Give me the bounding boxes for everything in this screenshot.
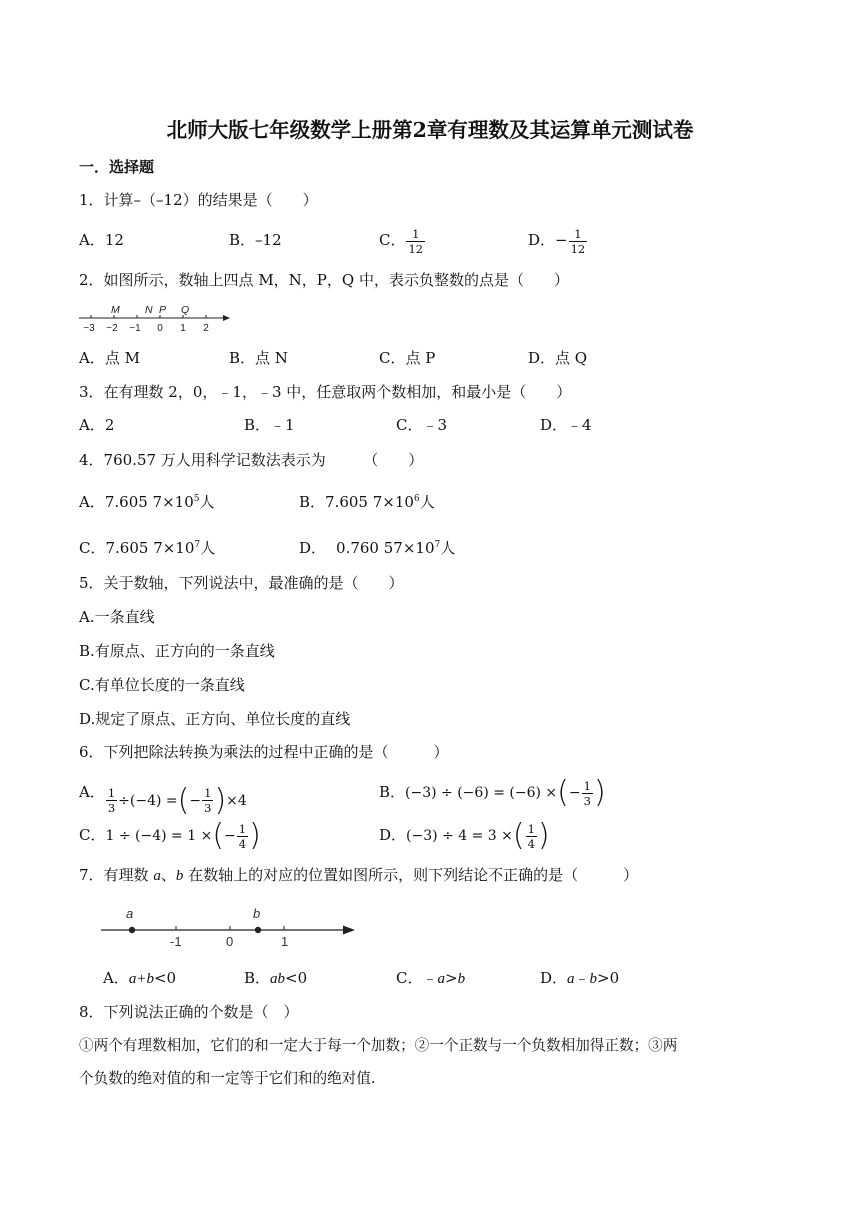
q4-b-exponent: 6 <box>413 494 420 504</box>
q7-number-line <box>95 898 360 950</box>
q7-d-a: a <box>567 971 575 987</box>
q8-statement-line-1: ①两个有理数相加，它们的和一定大于每一个加数；②一个正数与一个负数相加得正数；③两 <box>79 1037 678 1054</box>
q4-a-exponent: 5 <box>193 494 200 504</box>
q7-label-a: a <box>126 906 134 921</box>
question-1-stem: 1．计算–（–12）的结果是（ ） <box>79 191 318 209</box>
q6-c-part-1: 1 ÷ (−4) = 1 × <box>105 828 213 844</box>
question-3-stem: 3．在有理数 2，0，﹣1，﹣3 中，任意取两个数相加，和最小是（ ） <box>79 383 572 401</box>
q4-d-label: D． <box>299 539 327 557</box>
q6-d-frac-den: 4 <box>527 836 535 851</box>
q2-number-line <box>75 300 235 336</box>
q1-d-numerator: 1 <box>574 226 582 241</box>
q4-a-base: 7.605 7×10 <box>104 493 194 511</box>
q4-b-base: 7.605 7×10 <box>325 493 414 511</box>
q6-c-frac-num: 1 <box>238 821 247 836</box>
q2-tick-label: −1 <box>129 323 141 334</box>
q7-b-expr: ab <box>270 971 286 987</box>
q6-d-frac <box>526 822 537 851</box>
q2-tick-label: −2 <box>106 323 118 334</box>
question-5-stem: 5．关于数轴，下列说法中，最准确的是（ ） <box>79 574 404 592</box>
q4-b-label: B． <box>299 493 326 511</box>
q6-a-left-paren: ( <box>177 782 190 818</box>
q7-option-a <box>103 968 176 989</box>
q7-c-rel: > <box>445 969 458 987</box>
q6-a-frac-2 <box>202 786 213 815</box>
q7-tick-label: 0 <box>226 934 234 949</box>
q6-a-part-2: − <box>189 792 202 809</box>
q7-a-label: A． <box>103 969 129 987</box>
q2-point-label: N <box>145 304 153 316</box>
q5-option-d: D.规定了原点、正方向、单位长度的直线 <box>79 710 351 728</box>
q2-point-label: P <box>159 304 167 316</box>
q7-d-b: b <box>589 971 598 987</box>
q6-a-label: A． <box>79 783 105 801</box>
q7-a-expr: a+b <box>128 971 154 987</box>
q7-c-b: b <box>457 971 466 987</box>
q4-option-c <box>79 535 215 558</box>
q4-c-label: C． <box>79 539 106 557</box>
q7-d-label: D． <box>540 969 568 987</box>
q2-point-label: M <box>111 304 120 316</box>
q6-b-frac <box>582 779 593 808</box>
q6-c-left-paren: ( <box>212 818 225 853</box>
q6-option-d <box>379 815 550 856</box>
q1-option-d <box>528 221 588 259</box>
q1-c-denominator: 12 <box>408 241 424 256</box>
q6-d-label: D． <box>379 826 407 844</box>
q7-c-a: a <box>437 971 445 987</box>
question-8-stem: 8．下列说法正确的个数是（ ） <box>79 1003 299 1021</box>
q2-option-a: A．点 M <box>79 349 140 367</box>
q7-var-b: b <box>175 868 184 884</box>
q1-option-b: B．–12 <box>229 231 282 249</box>
q4-d-exponent: 7 <box>434 540 441 550</box>
q7-c-neg: ﹣ <box>422 969 438 987</box>
q6-a-frac-1 <box>106 786 117 815</box>
section-heading: 一．选择题 <box>79 158 155 176</box>
q1-c-fraction <box>406 227 425 256</box>
q1-d-sign: − <box>555 231 568 249</box>
q6-c-label: C． <box>79 826 106 844</box>
q7-axis-arrow <box>343 926 355 935</box>
q6-b-part-2: − <box>568 785 581 801</box>
q7-var-a: a <box>153 868 161 884</box>
q3-option-a: A．2 <box>79 416 115 434</box>
q2-tick-label: 2 <box>203 323 209 334</box>
q6-a-right-paren: ) <box>214 782 227 818</box>
q6-d-frac-num: 1 <box>527 821 535 836</box>
q4-d-base: 0.760 57×10 <box>336 539 435 557</box>
q2-point-label: Q <box>181 304 190 316</box>
q7-tick-label: -1 <box>170 934 182 949</box>
q6-a-frac-1-num: 1 <box>107 786 116 800</box>
q7-option-b <box>244 968 307 989</box>
q4-c-exponent: 7 <box>194 540 201 550</box>
q7-stem-start: 7．有理数 <box>79 866 154 884</box>
q1-option-a: A．12 <box>79 231 124 249</box>
q4-option-a <box>79 489 215 512</box>
q1-d-fraction <box>569 227 588 256</box>
q2-axis-arrow <box>223 315 230 321</box>
q6-b-expression <box>405 773 606 813</box>
q7-separator: 、 <box>160 866 176 884</box>
q1-option-d-label: D． <box>528 231 556 249</box>
q6-c-part-2: − <box>224 828 236 844</box>
q2-option-d: D．点 Q <box>528 349 588 367</box>
q2-tick-label: −3 <box>83 323 95 334</box>
question-4-stem: 4．760.57 万人用科学记数法表示为 （ ） <box>79 451 424 469</box>
q7-d-minus: ﹣ <box>574 969 590 987</box>
q7-b-label: B． <box>244 969 271 987</box>
q4-c-base: 7.605 7×10 <box>105 539 195 557</box>
q2-option-b: B．点 N <box>229 349 288 367</box>
q6-b-right-paren: ) <box>593 775 606 810</box>
q6-c-right-paren: ) <box>249 818 261 853</box>
q7-point-a <box>129 927 135 933</box>
q6-a-frac-2-num: 1 <box>204 786 212 800</box>
q7-label-b: b <box>253 906 261 921</box>
q6-c-frac-den: 4 <box>238 836 247 851</box>
q6-option-a <box>79 772 247 821</box>
q6-a-frac-1-den: 3 <box>107 801 116 815</box>
q1-option-c <box>379 221 426 259</box>
q6-c-frac <box>237 822 248 851</box>
q6-a-part-1: ÷(−4) = <box>118 792 178 809</box>
q4-b-unit: 人 <box>419 493 435 511</box>
q6-a-part-3: ×4 <box>226 792 247 809</box>
q4-a-label: A． <box>79 493 105 511</box>
q6-b-left-paren: ( <box>557 775 569 810</box>
q6-option-c <box>79 815 261 856</box>
q6-b-part-1: (−3) ÷ (−6) = (−6) × <box>405 785 558 801</box>
q7-option-c <box>396 968 465 989</box>
q6-b-frac-num: 1 <box>583 778 591 793</box>
q7-point-b <box>255 927 261 933</box>
q5-option-c: C.有单位长度的一条直线 <box>79 676 245 694</box>
q6-d-part-1: (−3) ÷ 4 = 3 × <box>406 828 513 844</box>
q5-option-b: B.有原点、正方向的一条直线 <box>79 642 275 660</box>
question-2-stem: 2．如图所示，数轴上四点 M，N，P，Q 中，表示负整数的点是（ ） <box>79 271 569 289</box>
q2-option-c: C．点 P <box>379 349 436 367</box>
q6-b-frac-den: 3 <box>583 793 591 808</box>
q4-option-b <box>299 489 435 512</box>
q3-option-c: C．﹣3 <box>396 416 448 434</box>
q2-tick-label: 1 <box>180 323 186 334</box>
q7-stem-end: 在数轴上的对应的位置如图所示，则下列结论不正确的是（ ） <box>183 866 639 884</box>
question-7-stem <box>79 865 638 886</box>
q7-d-rel: >0 <box>597 969 620 987</box>
q4-option-d <box>299 535 455 558</box>
q7-option-d <box>540 968 619 989</box>
q1-option-c-label: C． <box>379 231 406 249</box>
q5-option-a: A.一条直线 <box>79 608 155 626</box>
q4-d-unit: 人 <box>440 539 456 557</box>
q7-c-label: C． <box>396 969 423 987</box>
page-title: 北师大版七年级数学上册第2章有理数及其运算单元测试卷 <box>166 118 694 142</box>
q7-tick-label: 1 <box>281 934 289 949</box>
q7-a-rel: <0 <box>153 969 177 987</box>
q6-b-label: B． <box>379 783 406 801</box>
q6-d-left-paren: ( <box>512 818 525 853</box>
q3-option-b: B．﹣1 <box>244 416 295 434</box>
q8-statement-line-2: 个负数的绝对值的和一定等于它们和的绝对值. <box>79 1070 376 1087</box>
q6-a-frac-2-den: 3 <box>204 801 212 815</box>
q3-option-d: D．﹣4 <box>540 416 592 434</box>
q7-b-rel: <0 <box>285 969 308 987</box>
q1-d-denominator: 12 <box>570 241 586 256</box>
q1-c-numerator: 1 <box>412 226 420 241</box>
q2-tick-label: 0 <box>157 323 163 334</box>
q4-a-unit: 人 <box>199 493 215 511</box>
q6-c-expression <box>105 816 260 856</box>
q6-d-right-paren: ) <box>537 818 550 853</box>
q6-d-expression <box>406 816 550 856</box>
question-6-stem: 6．下列把除法转换为乘法的过程中正确的是（ ） <box>79 743 449 761</box>
q6-option-b <box>379 772 606 813</box>
q4-c-unit: 人 <box>200 539 216 557</box>
